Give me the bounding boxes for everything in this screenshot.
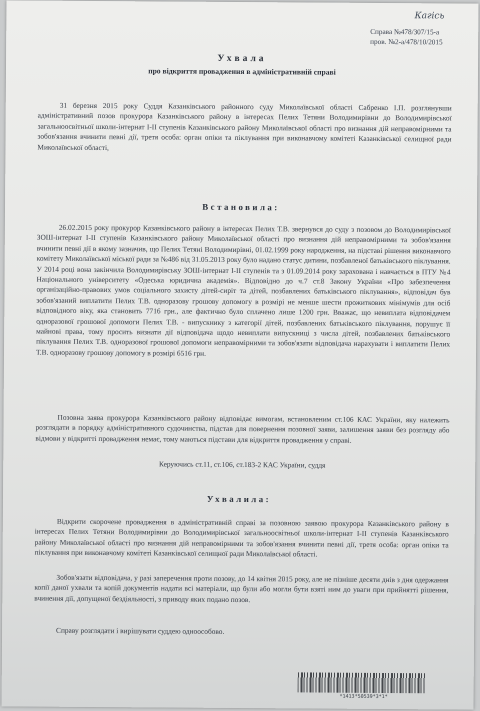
document-sheet [2, 0, 479, 709]
ruled-paragraph-3: Справу розглядати і вирішувати суддею одноособово. [56, 625, 225, 636]
barcode [298, 672, 426, 693]
ruled-paragraph-2: Зобов'язати відповідача, у разі заперечення проти позову, до 14 квітня 2015 року, але не пізніше десяти днів з дня одержання копії даної ухвали та копій документів надати всі матеріали, що були або могли бути взяті ним до уваги при прийнятті рішення, вчинення дії, допущеної бездіяльності, з приводу яких подано позов. [34, 572, 449, 604]
document-subtitle: про відкриття провадження в адміністративній справі [148, 66, 336, 77]
case-number-line: Справа №478/307/15-а [370, 27, 440, 37]
document-title: Ухвала [217, 53, 267, 65]
ruled-paragraph-1: Відкрити скорочене провадження в адміністративній справі за позовною заявою прокурора Казанківського району в інтересах Пелих Тетяни Володимирівни до Володимирівської загальноосвітньої школи-інтернат І-ІІ ступенів Казанківського району Миколаївської області про визнання дій неправомірними та зобов'язання вчинити певні дії, третя особа: орган опіки та піклування при виконавчому комітеті Казанківської селищної ради Миколаївської області. [34, 516, 449, 559]
legal-basis-line: Керуючись ст.11, ст.106, ст.183-2 КАС України, суддя [158, 459, 326, 470]
section-ruled-title: Ухвалила: [206, 493, 272, 505]
barcode-number: *1413*50539*3*1* [339, 693, 388, 701]
handwritten-signature: Кагісь [414, 11, 445, 22]
proceeding-number-line: пров. №2-а/478/10/2015 [370, 37, 443, 47]
established-paragraph-2: Позовна заява прокурора Казанківського району відповідає вимогам, встановленим ст.106 КАС України, яку належить розглядати в порядку адміністративного судочинства, підстав для повернення позовної заяви, залишення заяви без розгляду або відмови у відкритті провадження немає, тому маються підстави для відкриття провадження у справі. [35, 412, 450, 445]
intro-paragraph: 31 березня 2015 року Суддя Казанківського районного суду Миколаївської області Сабренко І.П. розглянувши адміністративний позов прокурора Казанківського району в інтересах Пелих Тетяни Володимирівни до Володимирівської загальноосвітньої школи-інтернат І-ІІ ступенів Казанківського району Миколаївської області про визнання дій неправомірними та зобов'язання вчинити певні дії, третя особа: орган опіки та піклування при виконавчому комітеті Казанківської селищної ради Миколаївської області, [37, 100, 452, 152]
section-established-title: Встановила: [202, 201, 280, 213]
case-numbers [370, 27, 470, 48]
established-paragraph-1: 26.02.2015 року прокурор Казанківського району в інтересах Пелих Т.В. звернувся до суду з позовом до Володимирівської ЗОШ-інтернат І-ІІ ступенів Казанківського району Миколаївської області про визнання дій неправомірними та зобов'язання вчинити певні дії в якому зазначив, що Пелих Тетяні Володимирівні, 01.02.1999 року народження, на підставі рішення виконавчого комітету Миколаївської міської ради за №486 від 31.05.2013 року було надано статус дитини, позбавленої батьківського піклування. У 2014 році вона закінчила Володимирівську ЗОШ-інтернат І-ІІ ступенів та з 01.09.2014 року зарахована і навчається в ПТУ №4 Національного університету «Одеська юридична академія». Відповідно до ч.7 ст.8 Закону України «Про забезпечення організаційно-правових умов соціального захисту дітей-сиріт та дітей, позбавлених батьківського піклування», відповідач був зобов'язаний виплатити Пелих Т.В. одноразову грошову допомогу в розмірі не менше шести прожиткових мінімумів для осіб відповідного віку, яка становить 7716 грн., але фактично було сплачено лише 1200 грн. Вважає, що невиплата відповідачем одноразової грошової допомоги Пелих Т.В. - випускнику з категорії дітей, позбавлених батьківського піклування, порушує її майнові права, тому просить визнати дії відповідача щодо невиплати випускниці з числа дітей, позбавлених батьківського піклування Пелих Т.В. одноразової грошової допомоги неправомірними та зобов'язати відповідача нарахувати і виплатити Пелих Т.В. одноразову грошову допомогу в розмірі 6516 грн. [35, 222, 451, 358]
